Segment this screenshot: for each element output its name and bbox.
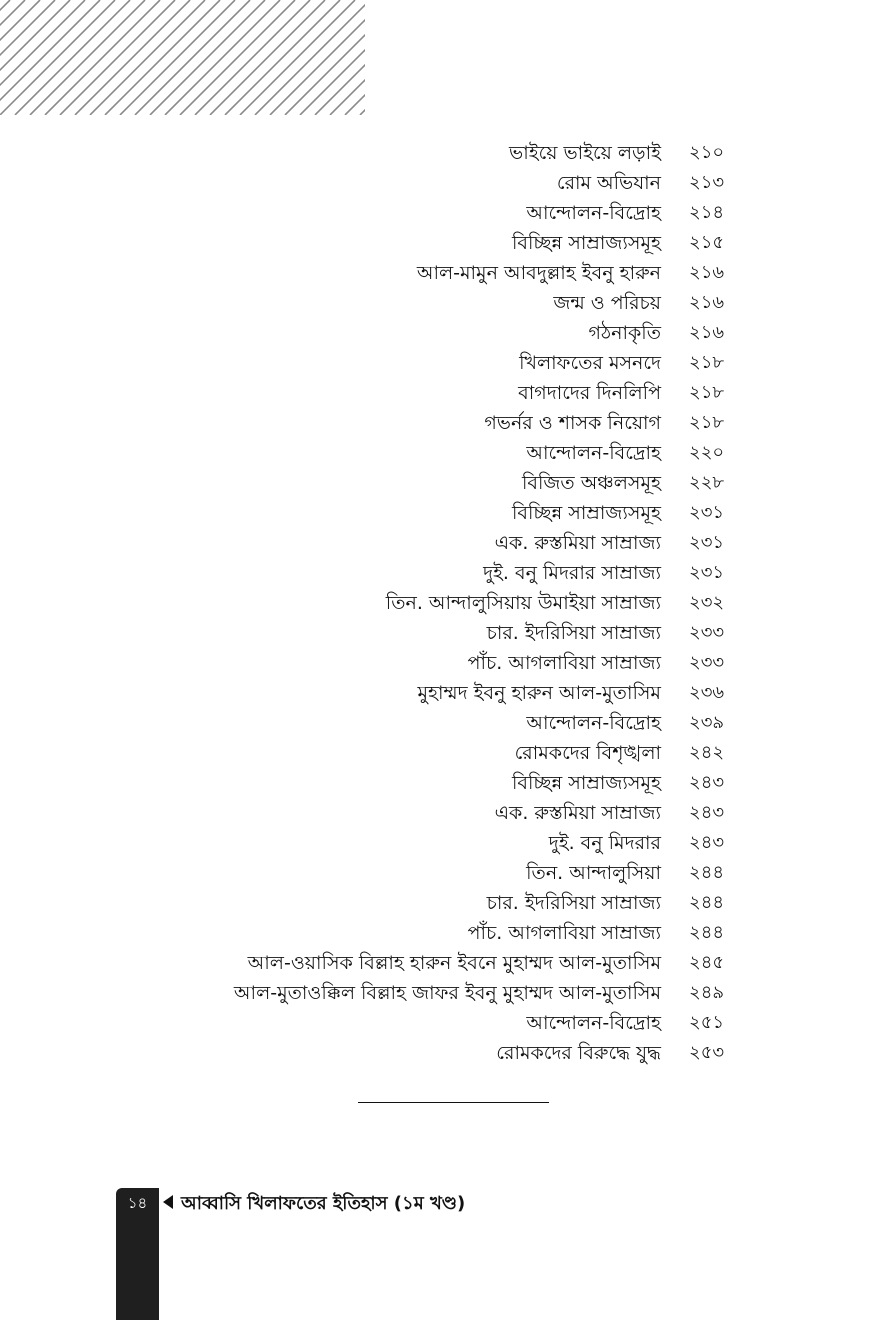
toc-entry[interactable] — [0, 558, 870, 588]
toc-entry[interactable] — [0, 918, 870, 948]
toc-entry-title: রোমকদের বিশৃঙ্খলা — [514, 742, 661, 764]
toc-entry-title: দুই. বনু মিদরার — [548, 832, 661, 854]
toc-entry-title: আল-মুতাওক্কিল বিল্লাহ জাফর ইবনু মুহাম্মদ আল-মুতাসিম — [233, 982, 661, 1004]
toc-entry[interactable] — [0, 798, 870, 828]
toc-entry-page: ২৪২ — [689, 742, 725, 763]
toc-entry[interactable] — [0, 138, 870, 168]
toc-entry[interactable] — [0, 408, 870, 438]
toc-entry-title: আল-মামুন আবদুল্লাহ ইবনু হারুন — [416, 262, 661, 284]
toc-entry-page: ২৩৯ — [689, 712, 725, 733]
toc-entry[interactable] — [0, 828, 870, 858]
toc-entry-title: বিচ্ছিন্ন সাম্রাজ্যসমূহ — [511, 232, 661, 254]
toc-entry-title: রোম অভিযান — [556, 172, 661, 194]
toc-entry[interactable] — [0, 1008, 870, 1038]
toc-entry-title: দুই. বনু মিদরার সাম্রাজ্য — [483, 562, 661, 584]
toc-entry[interactable] — [0, 348, 870, 378]
toc-entry-page: ২৩৩ — [689, 622, 725, 643]
toc-entry[interactable] — [0, 738, 870, 768]
toc-entry-page: ২১০ — [689, 142, 725, 163]
toc-entry-page: ২৪৫ — [689, 952, 725, 973]
toc-entry[interactable] — [0, 1038, 870, 1068]
page-number-tab — [116, 1188, 159, 1320]
toc-entry[interactable] — [0, 858, 870, 888]
toc-entry-title: তিন. আন্দালুসিয়া — [526, 862, 661, 884]
toc-entry-title: বিজিত অঞ্চলসমূহ — [521, 472, 661, 494]
toc-entry[interactable] — [0, 228, 870, 258]
toc-entry-page: ২১৮ — [689, 382, 725, 403]
toc-entry-page: ২২৮ — [689, 472, 725, 493]
toc-entry-page: ২৪৪ — [689, 862, 725, 883]
toc-entry[interactable] — [0, 168, 870, 198]
toc-entry-title: চার. ইদরিসিয়া সাম্রাজ্য — [486, 892, 661, 914]
toc-entry-page: ২১৪ — [689, 202, 725, 223]
toc-entry-page: ২১৩ — [689, 172, 725, 193]
diagonal-stripe-pattern — [0, 0, 365, 115]
toc-entry-page: ২২০ — [689, 442, 725, 463]
toc-entry[interactable] — [0, 258, 870, 288]
toc-entry[interactable] — [0, 198, 870, 228]
toc-entry-page: ২৩২ — [689, 592, 725, 613]
toc-entry-title: পাঁচ. আগলাবিয়া সাম্রাজ্য — [467, 652, 661, 674]
toc-entry[interactable] — [0, 888, 870, 918]
toc-entry-title: তিন. আন্দালুসিয়ায় উমাইয়া সাম্রাজ্য — [385, 592, 661, 614]
toc-entry-title: পাঁচ. আগলাবিয়া সাম্রাজ্য — [467, 922, 661, 944]
toc-entry-page: ২১৬ — [689, 292, 725, 313]
toc-entry[interactable] — [0, 618, 870, 648]
toc-entry[interactable] — [0, 438, 870, 468]
toc-entry[interactable] — [0, 768, 870, 798]
toc-entry[interactable] — [0, 678, 870, 708]
toc-entry[interactable] — [0, 528, 870, 558]
toc-entry-page: ২৪৪ — [689, 892, 725, 913]
toc-entry-title: জন্ম ও পরিচয় — [553, 292, 661, 314]
toc-entry-title: রোমকদের বিরুদ্ধে যুদ্ধ — [496, 1042, 661, 1064]
toc-entry-page: ২৪৩ — [689, 802, 725, 823]
toc-entry-title: আল-ওয়াসিক বিল্লাহ হারুন ইবনে মুহাম্মদ আল-মুতাসিম — [247, 952, 661, 974]
toc-entry-title: আন্দোলন-বিদ্রোহ — [526, 202, 661, 224]
toc-entry-page: ২৪৩ — [689, 772, 725, 793]
toc-entry-title: আন্দোলন-বিদ্রোহ — [526, 1012, 661, 1034]
toc-entry-page: ২৩১ — [689, 502, 725, 523]
toc-entry-page: ২৩৬ — [689, 682, 725, 703]
toc-entry-title: বাগদাদের দিনলিপি — [518, 382, 661, 404]
running-book-title: আব্বাসি খিলাফতের ইতিহাস (১ম খণ্ড) — [181, 1193, 466, 1214]
toc-entry-title: খিলাফতের মসনদে — [519, 352, 661, 374]
toc-entry-title: ভাইয়ে ভাইয়ে লড়াই — [509, 142, 661, 164]
toc-entry[interactable] — [0, 498, 870, 528]
toc-entry-page: ২১৬ — [689, 322, 725, 343]
toc-entry-page: ২৩১ — [689, 532, 725, 553]
toc-entry[interactable] — [0, 288, 870, 318]
toc-entry-title: আন্দোলন-বিদ্রোহ — [526, 712, 661, 734]
toc-entry-title: মুহাম্মদ ইবনু হারুন আল-মুতাসিম — [417, 682, 661, 704]
toc-entry-title: এক. রুস্তমিয়া সাম্রাজ্য — [494, 802, 661, 824]
toc-entry-page: ২১৮ — [689, 352, 725, 373]
toc-entry-page: ২৪৩ — [689, 832, 725, 853]
section-end-rule — [358, 1102, 549, 1103]
toc-entry[interactable] — [0, 948, 870, 978]
toc-entry[interactable] — [0, 318, 870, 348]
toc-entry-page: ২১৬ — [689, 262, 725, 283]
toc-entry[interactable] — [0, 708, 870, 738]
toc-entry[interactable] — [0, 978, 870, 1008]
toc-entry-title: গঠনাকৃতি — [588, 322, 661, 344]
toc-entry-title: আন্দোলন-বিদ্রোহ — [526, 442, 661, 464]
toc-entry[interactable] — [0, 648, 870, 678]
toc-entry-page: ২১৫ — [689, 232, 725, 253]
table-of-contents — [0, 138, 870, 1068]
toc-entry-page: ২১৮ — [689, 412, 725, 433]
toc-entry-page: ২৫১ — [689, 1012, 725, 1033]
toc-entry-title: বিচ্ছিন্ন সাম্রাজ্যসমূহ — [511, 502, 661, 524]
toc-entry-page: ২৪৪ — [689, 922, 725, 943]
toc-entry-page: ২৫৩ — [689, 1042, 725, 1063]
toc-entry-title: চার. ইদরিসিয়া সাম্রাজ্য — [486, 622, 661, 644]
toc-entry-page: ২৩১ — [689, 562, 725, 583]
toc-entry-title: এক. রুস্তমিয়া সাম্রাজ্য — [494, 532, 661, 554]
toc-entry[interactable] — [0, 588, 870, 618]
toc-entry-title: গভর্নর ও শাসক নিয়োগ — [484, 412, 661, 434]
toc-entry-page: ২৪৯ — [689, 982, 725, 1003]
toc-entry-page: ২৩৩ — [689, 652, 725, 673]
toc-entry[interactable] — [0, 378, 870, 408]
toc-entry-title: বিচ্ছিন্ন সাম্রাজ্যসমূহ — [511, 772, 661, 794]
page-number: ১৪ — [127, 1194, 148, 1212]
toc-entry[interactable] — [0, 468, 870, 498]
left-triangle-icon — [163, 1195, 173, 1209]
